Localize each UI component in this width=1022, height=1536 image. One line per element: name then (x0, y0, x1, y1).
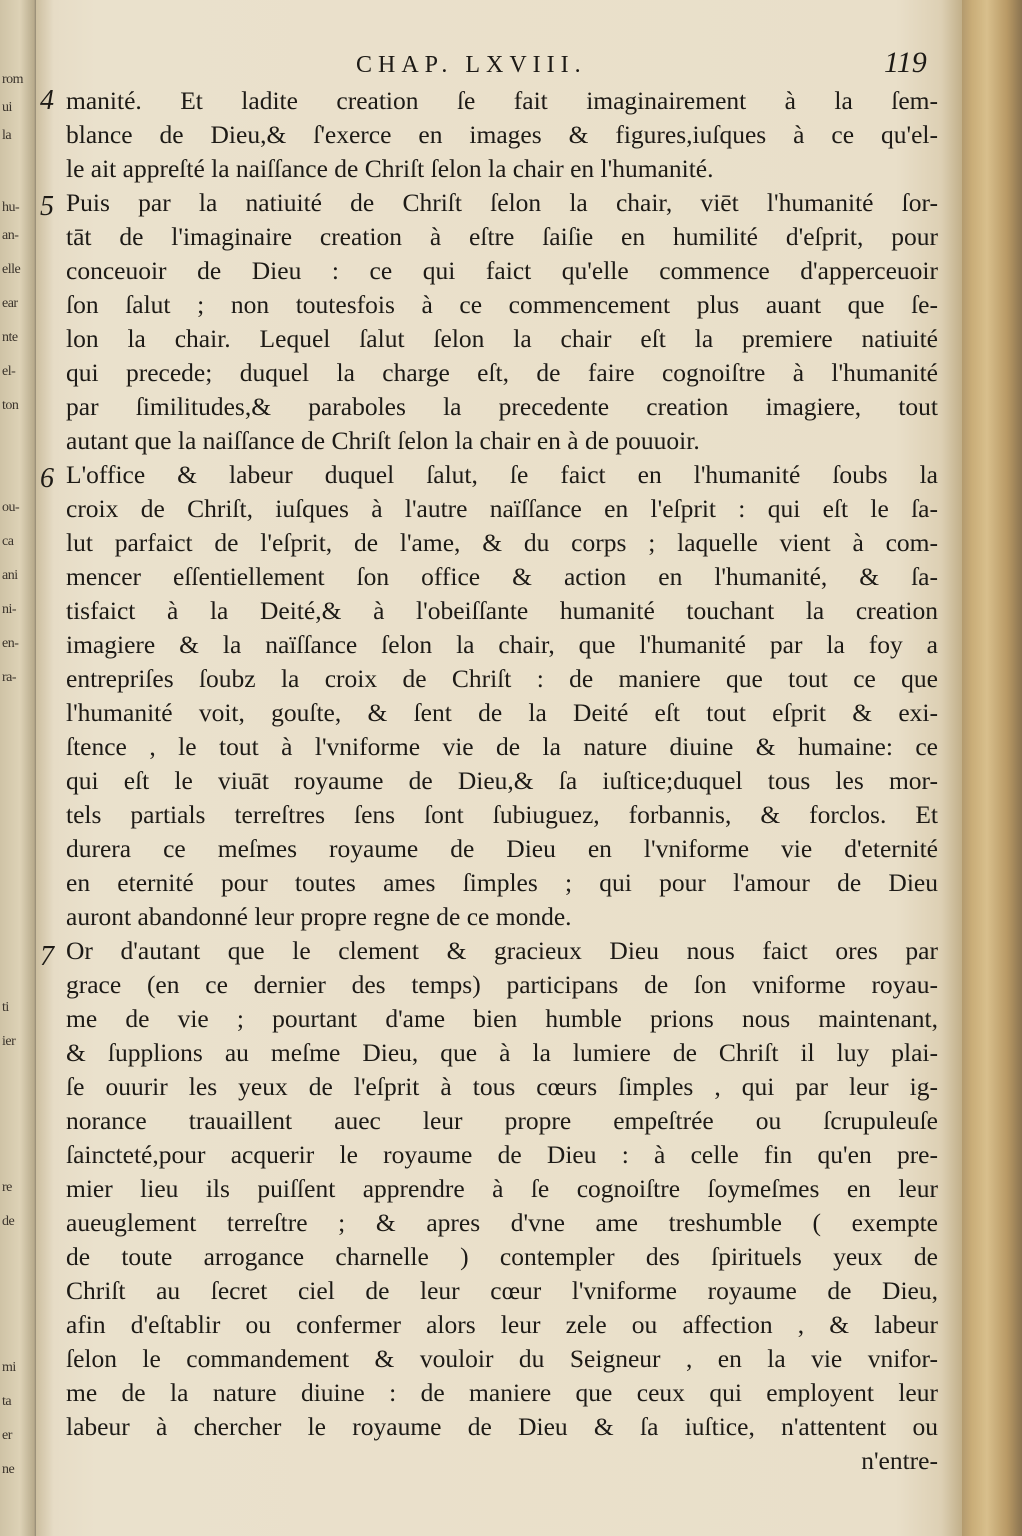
text-line: autant que la naiſſance de Chriſt ſelon la chair en à de pouuoir. (66, 426, 700, 455)
text-line: grace (en ce dernier des temps) participans de ſon vniforme royau- (66, 970, 938, 999)
facing-fragment: elle (2, 262, 21, 277)
facing-fragment: ne (2, 1462, 15, 1477)
facing-fragment: la (2, 128, 12, 143)
text-line: afin d'eſtablir ou confermer alors leur zele ou affection , & labeur (66, 1310, 938, 1339)
text-line: qui eſt le viuāt royaume de Dieu,& ſa iuſtice;duquel tous les mor- (66, 766, 938, 795)
text-line: durera ce meſmes royaume de Dieu en l'vniforme vie d'eternité (66, 834, 938, 863)
facing-fragment: re (2, 1180, 12, 1195)
text-line: par ſimilitudes,& paraboles la precedente creation imagiere, tout (66, 392, 938, 421)
text-line: lut parfaict de l'eſprit, de l'ame, & du corps ; laquelle vient à com- (66, 528, 938, 557)
text-line: tisfaict à la Deité,& à l'obeiſſante humanité touchant la creation (66, 596, 938, 625)
facing-fragment: ou- (2, 500, 20, 515)
text-line: qui precede; duquel la charge eſt, de faire cognoiſtre à l'humanité (66, 358, 938, 387)
facing-fragment: ui (2, 100, 12, 115)
text-line: aueuglement terreſtre ; & apres d'vne ame treshumble ( exempte (66, 1208, 938, 1237)
facing-fragment: mi (2, 1360, 16, 1375)
facing-fragment: ier (2, 1034, 16, 1049)
paragraph-number: 4 (40, 85, 54, 116)
text-line: ſe ouurir les yeux de l'eſprit à tous cœurs ſimples , qui par leur ig- (66, 1072, 938, 1101)
facing-fragment: ear (2, 296, 18, 311)
facing-fragment: ca (2, 534, 14, 549)
paragraph-number: 7 (40, 941, 54, 972)
facing-fragment: de (2, 1214, 15, 1229)
paragraph-number: 6 (40, 463, 54, 494)
text-line: tāt de l'imaginaire creation à eſtre ſaiſie en humilité d'eſprit, pour (66, 222, 938, 251)
facing-fragment: hu- (2, 200, 20, 215)
page-edge-gilt (962, 0, 1022, 1536)
text-line: ſainctеté,pour acquerir le royaume de Dieu : à celle fin qu'en pre- (66, 1140, 938, 1169)
facing-fragment: ta (2, 1394, 12, 1409)
facing-page-edge (0, 0, 38, 1536)
text-line: me de la nature diuine : de maniere que ceux qui employent leur (66, 1378, 938, 1407)
text-line: L'office & labeur duquel ſalut, ſe faict en l'humanité ſoubs la (66, 460, 938, 489)
facing-fragment: ni- (2, 602, 17, 617)
facing-fragment: ani (2, 568, 18, 583)
running-head: CHAP. LXVIII. (356, 52, 587, 78)
facing-fragment: el- (2, 364, 16, 379)
text-line: mier lieu ils puiſſent apprendre à ſe cognoiſtre ſoymeſmes en leur (66, 1174, 938, 1203)
facing-fragment: an- (2, 228, 19, 243)
facing-fragment: ti (2, 1000, 9, 1015)
text-line: Chriſt au ſecret ciel de leur cœur l'vniforme royaume de Dieu, (66, 1276, 938, 1305)
facing-fragment: nte (2, 330, 18, 345)
text-line: me de vie ; pourtant d'ame bien humble prions nous maintenant, (66, 1004, 938, 1033)
text-line: norance trauaillent auec leur propre empeſtrée ou ſcrupuleuſe (66, 1106, 938, 1135)
text-line: mencer eſſentiellement ſon office & action en l'humanité, & ſa- (66, 562, 938, 591)
text-line: & ſupplions au meſme Dieu, que à la lumiere de Chriſt il luy plai- (66, 1038, 938, 1067)
text-line: entrepriſes ſoubz la croix de Chriſt : de maniere que tout ce que (66, 664, 938, 693)
facing-fragment: en- (2, 636, 19, 651)
text-line: l'humanité voit, gouſte, & ſent de la Deité eſt tout eſprit & exi- (66, 698, 938, 727)
text-line: conceuoir de Dieu : ce qui faict qu'elle commence d'apperceuoir (66, 256, 938, 285)
catchword: n'entre- (861, 1446, 938, 1475)
text-line: le ait appreſté la naiſſance de Chriſt ſelon la chair en l'humanité. (66, 154, 714, 183)
text-line: en eternité pour toutes ames ſimples ; qui pour l'amour de Dieu (66, 868, 938, 897)
text-line: auront abandonné leur propre regne de ce monde. (66, 902, 572, 931)
paragraph-number: 5 (40, 191, 54, 222)
text-line: Or d'autant que le clement & gracieux Dieu nous faict ores par (66, 936, 938, 965)
text-line: de toute arrogance charnelle ) contempler des ſpirituels yeux de (66, 1242, 938, 1271)
facing-fragment: ra- (2, 670, 17, 685)
text-line: imagiere & la naïſſance ſelon la chair, que l'humanité par la foy a (66, 630, 938, 659)
text-line: croix de Chriſt, iuſques à l'autre naïſſance en l'eſprit : qui eſt le ſa- (66, 494, 938, 523)
page-header (36, 46, 962, 82)
text-line: ſelon le commandement & vouloir du Seigneur , en la vie vnifor- (66, 1344, 938, 1373)
facing-fragment: er (2, 1428, 12, 1443)
facing-fragment: ton (2, 398, 19, 413)
folio-number: 119 (884, 46, 927, 79)
facing-fragment: rom (2, 72, 24, 87)
text-line: ſon ſalut ; non toutesfois à ce commencement plus auant que ſe- (66, 290, 938, 319)
text-line: lon la chair. Lequel ſalut ſelon la chair eſt la premiere natiuité (66, 324, 938, 353)
text-line: Puis par la natiuité de Chriſt ſelon la chair, viēt l'humanité ſor- (66, 188, 938, 217)
text-line: blance de Dieu,& ſ'exerce en images & figures,iuſques à ce qu'el- (66, 120, 938, 149)
text-line: labeur à chercher le royaume de Dieu & ſa iuſtice, n'attentent ou (66, 1412, 938, 1441)
text-line: ſtence , le tout à l'vniforme vie de la nature diuine & humaine: ce (66, 732, 938, 761)
text-line: manité. Et ladite creation ſe fait imaginairement à la ſem- (66, 86, 938, 115)
text-line: tels partials terreſtres ſens ſont ſubiuguez, forbannis, & forclos. Et (66, 800, 938, 829)
